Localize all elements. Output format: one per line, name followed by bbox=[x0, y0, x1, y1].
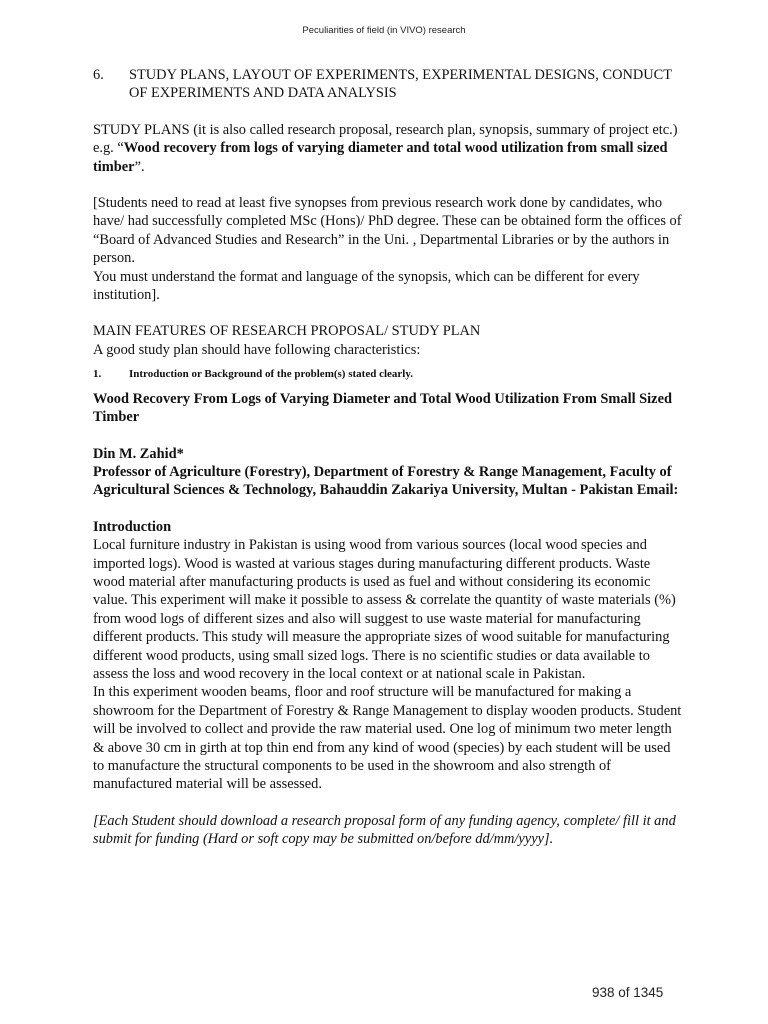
download-instruction: [Each Student should download a research proposal form of any funding agency, complete/ fill it and submit for funding (Hard or soft copy may be submitted on/before dd/mm/yyyy]. bbox=[93, 812, 676, 848]
page-indicator: 938 of 1345 bbox=[592, 985, 664, 1000]
proposal-title: Wood Recovery From Logs of Varying Diameter and Total Wood Utilization From Small Sized Timber bbox=[93, 390, 672, 426]
study-plans-example bbox=[93, 139, 683, 176]
students-note: [Students need to read at least five synopses from previous research work done by candidates, who have/ had successfully completed MSc (Hons)/ PhD degree. These can be obtained form the offices of “Board of Advanced Studies and Research” in the Uni. , Departmental Libraries or by the authors in person. bbox=[93, 195, 682, 267]
running-header: Peculiarities of field (in VIVO) research bbox=[302, 25, 466, 36]
section-title: STUDY PLANS, LAYOUT OF EXPERIMENTS, EXPERIMENTAL DESIGNS, CONDUCT OF EXPERIMENTS AND DATA ANALYSIS bbox=[129, 67, 672, 102]
feature-item bbox=[93, 365, 683, 383]
section-heading bbox=[93, 66, 683, 103]
feature-item-text: Introduction or Background of the problem(s) stated clearly. bbox=[129, 368, 413, 381]
author-affiliation: Professor of Agriculture (Forestry), Department of Forestry & Range Management, Faculty of Agricultural Sciences & Technology, Bahauddin Zakariya University, Multan - Pakistan Email: bbox=[93, 463, 679, 499]
study-plans-intro: STUDY PLANS (it is also called research proposal, research plan, synopsis, summary of project etc.) bbox=[93, 121, 678, 138]
introduction-paragraph-2: In this experiment wooden beams, floor and roof structure will be manufactured for making a showroom for the Department of Forestry & Range Management to display wooden products. Student will be involved to collect and provide the raw material used. One log of minimum two meter length & above 30 cm in girth at top thin end from any kind of wood (species) by each student will be used to manufacture the structural components to be used in the showroom and also strength of manufactured material will be assessed. bbox=[93, 684, 682, 793]
example-prefix: e.g. “ bbox=[93, 140, 124, 157]
students-note-format: You must understand the format and language of the synopsis, which can be different for every institution]. bbox=[93, 268, 640, 304]
features-heading: MAIN FEATURES OF RESEARCH PROPOSAL/ STUDY PLAN bbox=[93, 323, 481, 340]
feature-item-number: 1. bbox=[93, 368, 102, 381]
section-number: 6. bbox=[93, 67, 104, 83]
introduction-heading: Introduction bbox=[93, 518, 172, 535]
example-title: Wood recovery from logs of varying diameter and total wood utilization from small sized timber bbox=[93, 140, 668, 175]
document-body bbox=[93, 66, 683, 849]
features-subheading: A good study plan should have following characteristics: bbox=[93, 341, 421, 358]
example-suffix: ”. bbox=[134, 158, 145, 175]
introduction-paragraph-1: Local furniture industry in Pakistan is using wood from various sources (local wood species and imported logs). Wood is wasted at various stages during manufacturing different products. Waste wood material after manufacturing products is used as fuel and without considering its economic value. This experiment will make it possible to assess & correlate the quantity of waste materials (%) from wood logs of different sizes and also will suggest to use waste material for manufacturing different products. This study will measure the appropriate sizes of wood suitable for manufacturing different wood products, using small sized logs. There is no scientific studies or data available to assess the loss and wood recovery in the local context or at national scale in Pakistan. bbox=[93, 537, 676, 682]
author-name: Din M. Zahid* bbox=[93, 445, 184, 462]
